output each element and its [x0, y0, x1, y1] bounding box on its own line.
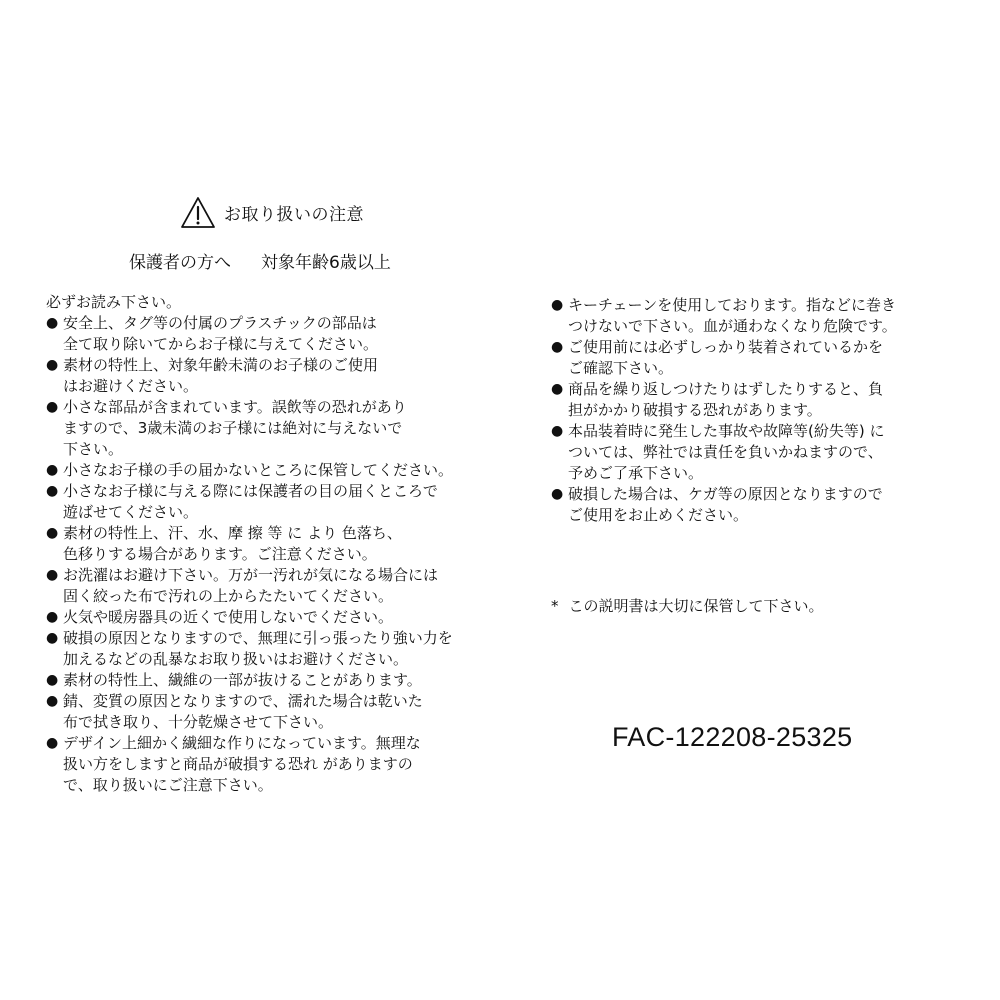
caution-text: 小さなお子様に与える際には保護者の目の届くところで 遊ばせてください。: [63, 482, 438, 521]
must-read-text: 必ずお読み下さい。: [46, 293, 182, 311]
right-caution-list: [551, 295, 951, 526]
caution-item: [46, 670, 466, 691]
bullet-mark: ●: [46, 483, 59, 499]
caution-text: ご使用前には必ずしっかり装着されているかを ご確認下さい。: [568, 338, 884, 377]
target-audience: [129, 248, 391, 273]
caution-text: 破損の原因となりますので、無理に引っ張ったり強い力を 加えるなどの乱暴なお取り扱いはお避けください。: [63, 629, 453, 668]
caution-item: [46, 523, 466, 565]
bullet-mark: ●: [551, 297, 564, 313]
caution-item: [46, 607, 466, 628]
caution-item: [46, 355, 466, 397]
caution-text: 安全上、タグ等の付属のプラスチックの部品は 全て取り除いてからお子様に与えてください。: [63, 314, 379, 353]
warning-triangle-icon: [180, 196, 216, 229]
left-notice-column: [46, 291, 466, 796]
bullet-mark: ●: [551, 423, 564, 439]
bullet-mark: ●: [46, 567, 59, 583]
caution-text: 錆、変質の原因となりますので、濡れた場合は乾いた 布で拭き取り、十分乾燥させて下さい。: [63, 692, 423, 731]
target-age-label: 対象年齢6歳以上: [261, 253, 391, 273]
caution-text: 素材の特性上、汗、水、摩 擦 等 に より 色落ち、 色移りする場合があります。ご注意ください。: [63, 524, 402, 563]
caution-item: [46, 628, 466, 670]
caution-item: [46, 460, 466, 481]
caution-item: [551, 484, 951, 526]
caution-text: 商品を繰り返しつけたりはずしたりすると、負 担がかかり破損する恐れがあります。: [568, 380, 884, 419]
caution-text: 小さなお子様の手の届かないところに保管してください。: [63, 461, 454, 479]
keep-manual-note: [551, 595, 824, 616]
caution-item: [46, 565, 466, 607]
caution-item: [551, 421, 951, 484]
bullet-mark: ●: [46, 399, 59, 415]
caution-header: [180, 196, 364, 229]
bullet-mark: ●: [46, 693, 59, 709]
caution-item: [551, 295, 951, 337]
bullet-mark: ●: [551, 486, 564, 502]
caution-text: デザイン上細かく繊細な作りになっています。無理な 扱い方をしますと商品が破損する恐れ がありますの で、取り扱いにご注意下さい。: [63, 734, 421, 794]
bullet-mark: ●: [46, 525, 59, 541]
caution-text: キーチェーンを使用しております。指などに巻き つけないで下さい。血が通わなくなり危険です。: [568, 296, 897, 335]
caution-item: [46, 733, 466, 796]
caution-text: 本品装着時に発生した事故や故障等(紛失等) に ついては、弊社では責任を負いかねますので、 予めご了承下さい。: [568, 422, 885, 482]
bullet-mark: ●: [551, 381, 564, 397]
left-caution-list: [46, 313, 466, 796]
caution-item: [46, 481, 466, 523]
caution-item: [46, 691, 466, 733]
bullet-mark: ●: [46, 609, 59, 625]
bullet-mark: ●: [46, 315, 59, 331]
keep-manual-text: この説明書は大切に保管して下さい。: [568, 597, 824, 615]
caution-item: [46, 397, 466, 460]
caution-text: 小さな部品が含まれています。誤飲等の恐れがあり ますので、3歳未満のお子様には絶対に与えないで 下さい。: [63, 398, 407, 458]
caution-title: お取り扱いの注意: [224, 205, 364, 225]
bullet-mark: ●: [46, 735, 59, 751]
caution-text: 素材の特性上、対象年齢未満のお子様のご使用 はお避けください。: [63, 356, 379, 395]
asterisk-mark: *: [551, 597, 559, 615]
bullet-mark: ●: [46, 462, 59, 478]
caution-text: 火気や暖房器具の近くで使用しないでください。: [63, 608, 394, 626]
bullet-mark: ●: [46, 630, 59, 646]
caution-item: [46, 313, 466, 355]
right-notice-column: [551, 295, 951, 526]
caution-item: [551, 337, 951, 379]
bullet-mark: ●: [46, 357, 59, 373]
bullet-mark: ●: [551, 339, 564, 355]
product-code: FAC-122208-25325: [612, 722, 853, 752]
caution-text: お洗濯はお避け下さい。万が一汚れが気になる場合には 固く絞った布で汚れの上からたたいてください。: [63, 566, 439, 605]
audience-label: 保護者の方へ: [129, 253, 231, 273]
caution-item: [551, 379, 951, 421]
bullet-mark: ●: [46, 672, 59, 688]
caution-text: 素材の特性上、繊維の一部が抜けることがあります。: [63, 671, 422, 689]
caution-text: 破損した場合は、ケガ等の原因となりますので ご使用をお止めください。: [568, 485, 883, 524]
